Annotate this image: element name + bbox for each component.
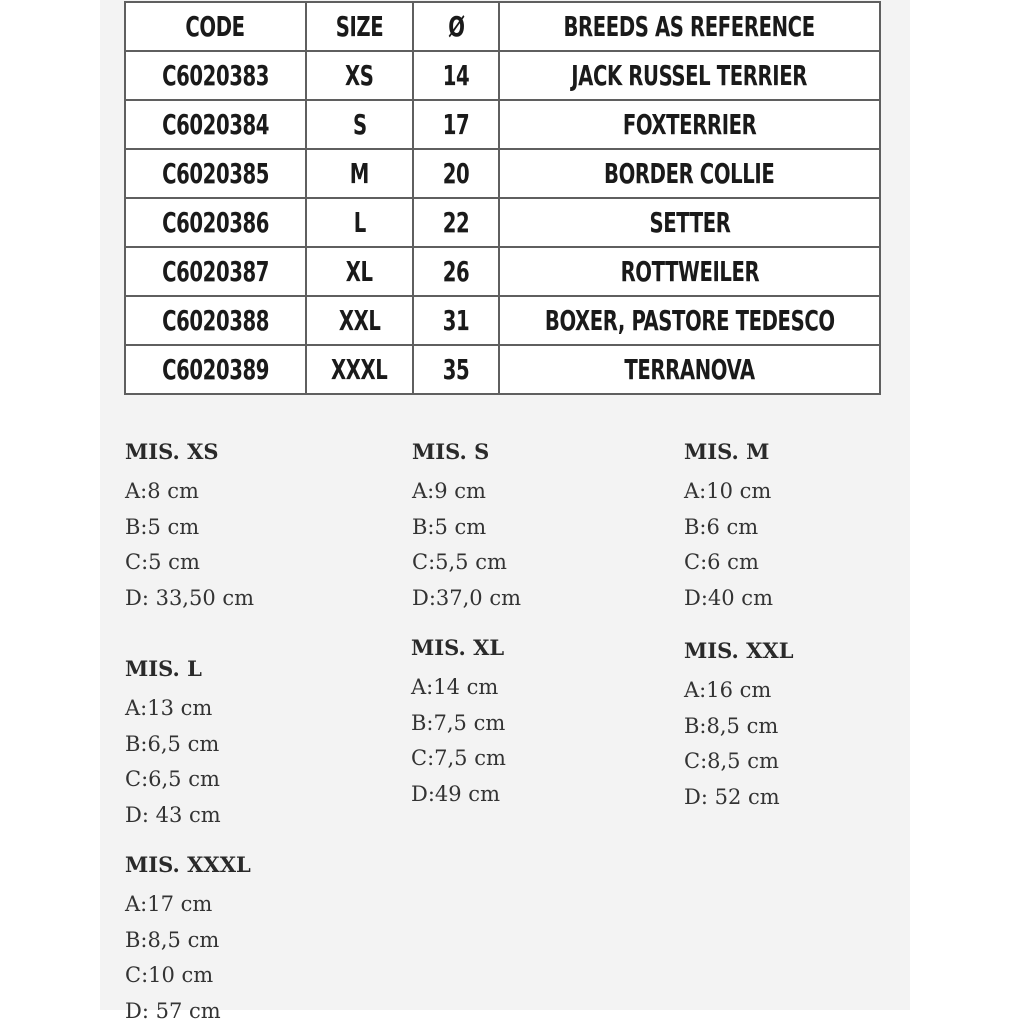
measurement-d: D: 57 cm (125, 994, 251, 1029)
measurement-a: A:14 cm (411, 670, 506, 706)
measurement-c: C:5,5 cm (412, 545, 521, 581)
cell-code: C6020384 (125, 100, 306, 149)
header-breeds: BREEDS AS REFERENCE (499, 2, 880, 51)
measurement-d: D: 52 cm (684, 780, 793, 816)
header-diameter: Ø (413, 2, 499, 51)
measurement-block-xs (125, 438, 254, 616)
cell-diameter: 20 (413, 149, 499, 198)
measurement-title: MIS. XXL (684, 637, 793, 665)
measurement-b: B:5 cm (412, 510, 521, 546)
header-code: CODE (125, 2, 306, 51)
cell-size: XS (306, 51, 413, 100)
size-table (124, 1, 881, 395)
measurement-b: B:8,5 cm (125, 923, 251, 959)
table-row (125, 100, 880, 149)
cell-size: L (306, 198, 413, 247)
header-size: SIZE (306, 2, 413, 51)
cell-diameter: 31 (413, 296, 499, 345)
measurement-d: D: 33,50 cm (125, 581, 254, 617)
cell-code: C6020386 (125, 198, 306, 247)
table-row (125, 296, 880, 345)
measurement-a: A:16 cm (684, 673, 793, 709)
cell-diameter: 22 (413, 198, 499, 247)
cell-size: XL (306, 247, 413, 296)
cell-size: XXL (306, 296, 413, 345)
cell-diameter: 14 (413, 51, 499, 100)
table-row (125, 198, 880, 247)
measurement-c: C:6 cm (684, 545, 773, 581)
measurement-block-l (125, 655, 221, 833)
measurement-title: MIS. M (684, 438, 773, 466)
cell-diameter: 17 (413, 100, 499, 149)
measurement-c: C:7,5 cm (411, 741, 506, 777)
measurement-c: C:6,5 cm (125, 762, 221, 798)
cell-code: C6020385 (125, 149, 306, 198)
measurement-b: B:8,5 cm (684, 709, 793, 745)
table-row (125, 247, 880, 296)
measurement-block-m (684, 438, 773, 616)
measurement-d: D:40 cm (684, 581, 773, 617)
cell-breeds: FOXTERRIER (499, 100, 880, 149)
measurement-d: D:37,0 cm (412, 581, 521, 617)
cell-diameter: 35 (413, 345, 499, 394)
measurement-title: MIS. L (125, 655, 221, 683)
measurement-title: MIS. S (412, 438, 521, 466)
table-row (125, 51, 880, 100)
measurement-block-xxxl (125, 851, 251, 1029)
table-row (125, 345, 880, 394)
size-chart-sheet (100, 0, 910, 1010)
measurement-block-xxl (684, 637, 793, 815)
cell-code: C6020388 (125, 296, 306, 345)
cell-code: C6020389 (125, 345, 306, 394)
measurement-c: C:8,5 cm (684, 744, 793, 780)
cell-breeds: JACK RUSSEL TERRIER (499, 51, 880, 100)
measurement-a: A:17 cm (125, 887, 251, 923)
cell-breeds: TERRANOVA (499, 345, 880, 394)
measurement-title: MIS. XS (125, 438, 254, 466)
measurement-a: A:8 cm (125, 474, 254, 510)
cell-breeds: SETTER (499, 198, 880, 247)
cell-size: XXXL (306, 345, 413, 394)
cell-diameter: 26 (413, 247, 499, 296)
measurement-a: A:13 cm (125, 691, 221, 727)
cell-code: C6020387 (125, 247, 306, 296)
cell-code: C6020383 (125, 51, 306, 100)
measurement-a: A:9 cm (412, 474, 521, 510)
cell-breeds: BOXER, PASTORE TEDESCO (499, 296, 880, 345)
measurement-d: D: 43 cm (125, 798, 221, 834)
cell-size: S (306, 100, 413, 149)
cell-size: M (306, 149, 413, 198)
measurement-c: C:5 cm (125, 545, 254, 581)
table-header-row (125, 2, 880, 51)
measurement-title: MIS. XL (411, 634, 506, 662)
measurement-b: B:5 cm (125, 510, 254, 546)
cell-breeds: BORDER COLLIE (499, 149, 880, 198)
measurement-title: MIS. XXXL (125, 851, 251, 879)
measurement-block-s (412, 438, 521, 616)
table-row (125, 149, 880, 198)
measurement-a: A:10 cm (684, 474, 773, 510)
measurement-d: D:49 cm (411, 777, 506, 813)
measurement-b: B:7,5 cm (411, 706, 506, 742)
measurement-block-xl (411, 634, 506, 812)
measurement-b: B:6,5 cm (125, 727, 221, 763)
measurement-c: C:10 cm (125, 958, 251, 994)
cell-breeds: ROTTWEILER (499, 247, 880, 296)
measurement-b: B:6 cm (684, 510, 773, 546)
